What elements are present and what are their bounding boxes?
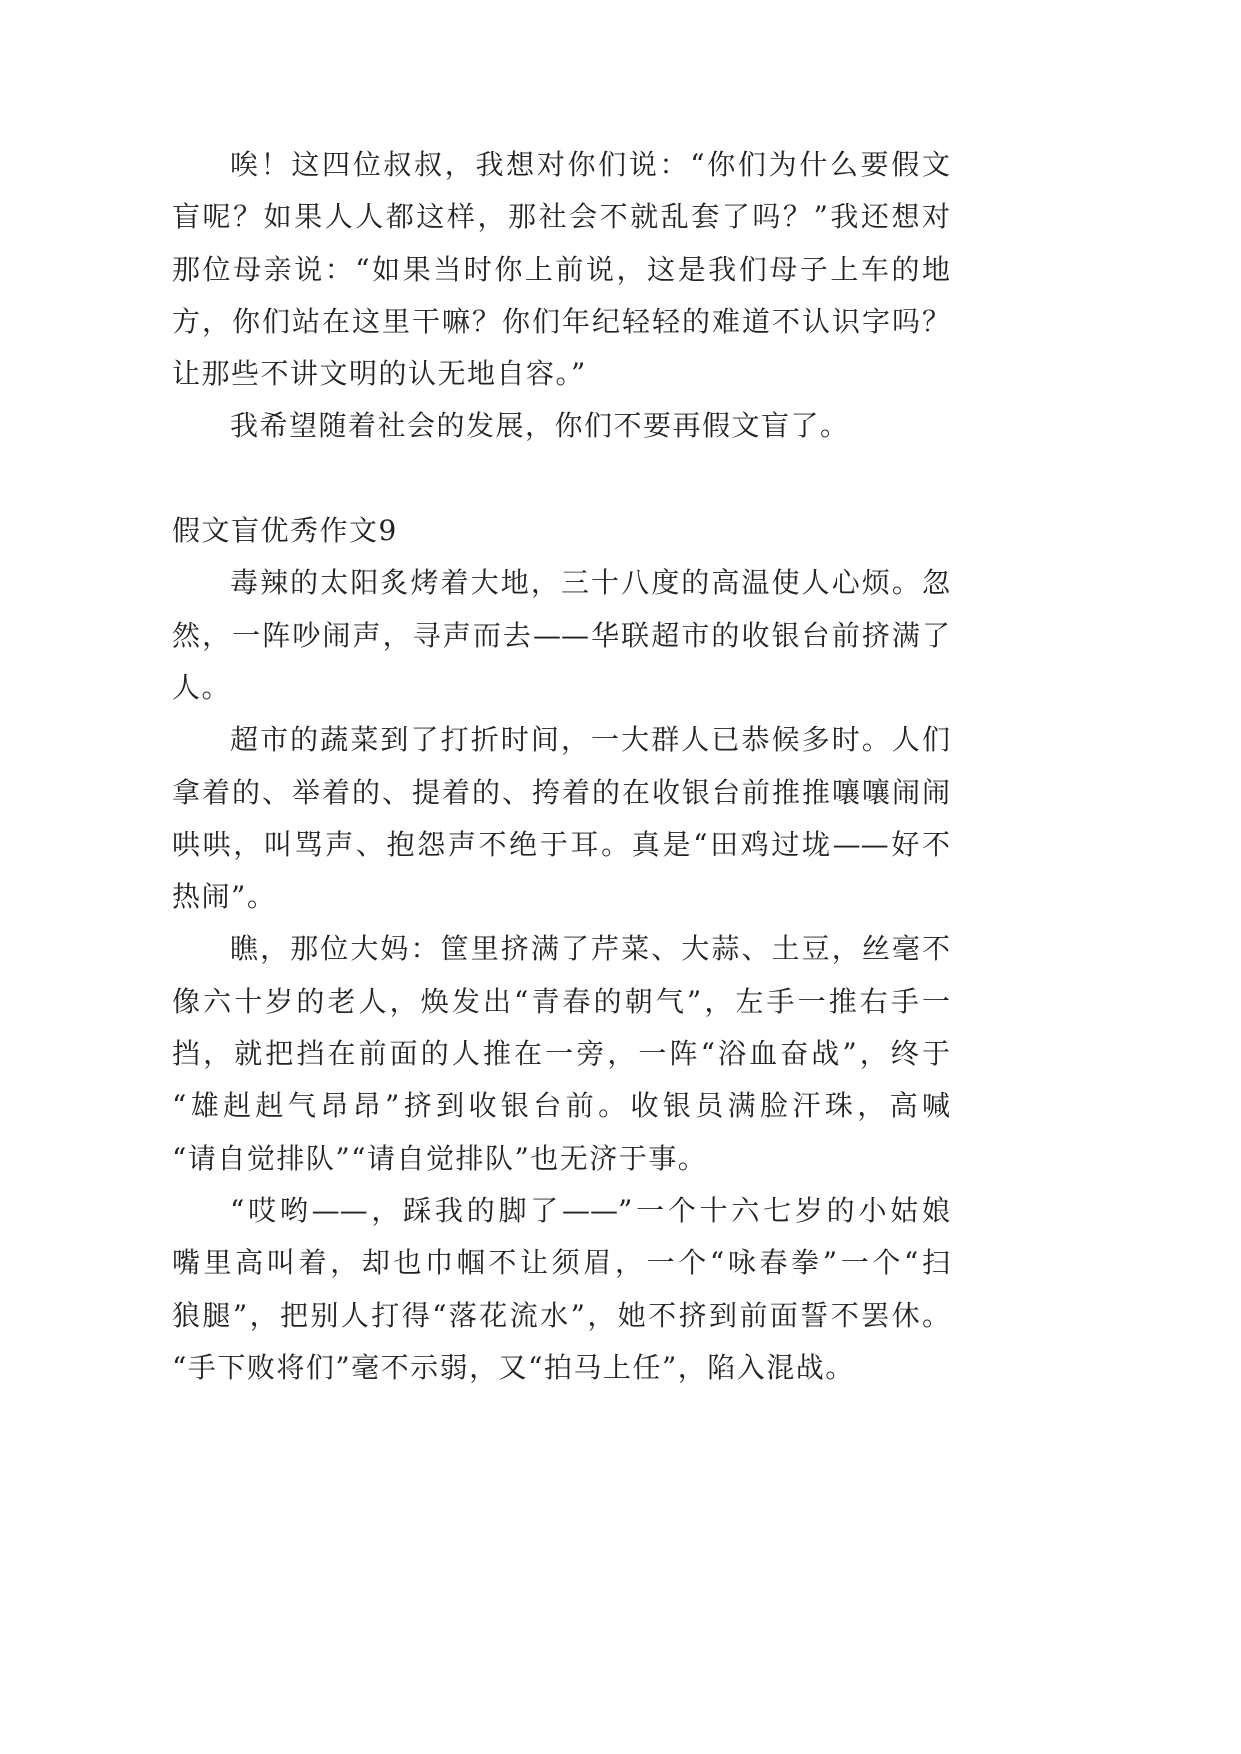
paragraph-line: 挡，就把挡在前面的人推在一旁，一阵“浴血奋战”，终于 — [172, 1037, 950, 1071]
paragraph-line: “手下败将们”毫不示弱，又“拍马上任”，陷入混战。 — [172, 1350, 855, 1384]
paragraph-line: 唉！这四位叔叔，我想对你们说：“你们为什么要假文 — [230, 148, 950, 181]
paragraph-line: 嘴里高叫着，却也巾帼不让须眉，一个“咏春拳”一个“扫 — [172, 1246, 950, 1280]
paragraph-line: 热闹”。 — [172, 880, 277, 914]
paragraph-line: 哄哄，叫骂声、抱怨声不绝于耳。真是“田鸡过垅——好不 — [172, 827, 950, 861]
paragraph-line: “哎哟——，踩我的脚了——”一个十六七岁的小姑娘 — [230, 1193, 950, 1227]
paragraph-line: 瞧，那位大妈：筐里挤满了芹菜、大蒜、土豆，丝毫不 — [230, 932, 950, 966]
paragraph-line: 然，一阵吵闹声，寻声而去——华联超市的收银台前挤满了 — [172, 618, 950, 652]
paragraph-line: “雄赳赳气昂昂”挤到收银台前。收银员满脸汗珠，高喊 — [172, 1089, 950, 1123]
paragraph-line: 拿着的、举着的、提着的、挎着的在收银台前推推嚷嚷闹闹 — [172, 775, 950, 809]
paragraph-line: 方，你们站在这里干嘛？你们年纪轻轻的难道不认识字吗？ — [172, 304, 950, 338]
paragraph-line: 我希望随着社会的发展，你们不要再假文盲了。 — [230, 409, 850, 443]
paragraph — [172, 923, 950, 1184]
paragraph-line: 超市的蔬菜到了打折时间，一大群人已恭候多时。人们 — [230, 723, 950, 757]
paragraph — [172, 139, 950, 400]
paragraph-line: 狼腿”，把别人打得“落花流水”，她不挤到前面誓不罢休。 — [172, 1298, 950, 1332]
paragraph — [172, 1185, 950, 1394]
paragraph — [172, 557, 950, 714]
document-body — [172, 139, 950, 1394]
paragraph-line: 毒辣的太阳炙烤着大地，三十八度的高温使人心烦。忽 — [230, 566, 950, 600]
essay-title: 假文盲优秀作文9 — [172, 514, 398, 548]
paragraph-line: 人。 — [172, 670, 232, 704]
paragraph-line: “请自觉排队”“请自觉排队”也无济于事。 — [172, 1141, 708, 1175]
paragraph-line: 那位母亲说：“如果当时你上前说，这是我们母子上车的地 — [172, 252, 950, 286]
blank-line — [172, 453, 950, 505]
paragraph — [172, 400, 950, 452]
paragraph-line: 让那些不讲文明的认无地自容。” — [172, 357, 587, 391]
paragraph-line: 盲呢？如果人人都这样，那社会不就乱套了吗？”我还想对 — [172, 200, 950, 234]
paragraph — [172, 714, 950, 923]
paragraph-line: 像六十岁的老人，焕发出“青春的朝气”，左手一推右手一 — [172, 984, 950, 1018]
